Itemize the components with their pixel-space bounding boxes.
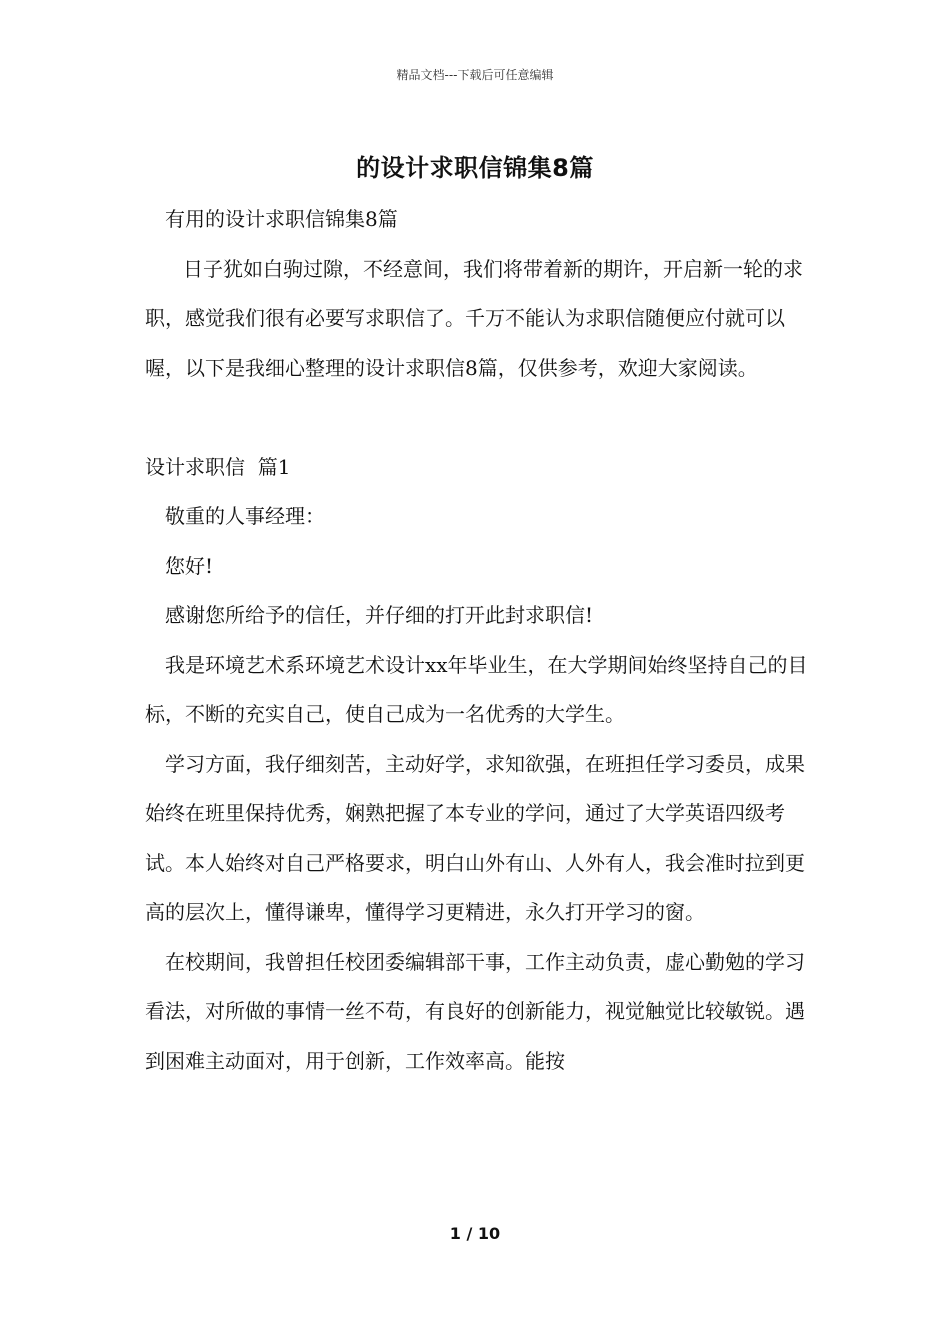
subtitle-paragraph: 有用的设计求职信锦集8篇 — [165, 207, 398, 231]
page-title: 的设计求职信锦集8篇 — [356, 154, 594, 182]
page-number: 1 / 10 — [449, 1224, 501, 1243]
section-heading: 设计求职信 篇1 — [145, 454, 291, 479]
header-note: 精品文档---下载后可任意编辑 — [396, 68, 554, 82]
greeting-paragraph: 您好! — [165, 553, 214, 578]
body-paragraph-1: 我是环境艺术系环境艺术设计xx年毕业生，在大学期间始终坚持自己的目标，不断的充实自己，使自己成为一名优秀的大学生。 — [145, 652, 808, 726]
salutation-paragraph: 敬重的人事经理： — [165, 504, 325, 528]
blank-line — [145, 393, 820, 443]
body-paragraph-3: 在校期间，我曾担任校团委编辑部干事，工作主动负责，虚心勤勉的学习看法，对所做的事情一丝不苟，有良好的创新能力，视觉触觉比较敏锐。遇到困难主动面对，用于创新，工作效率高。能按 — [145, 949, 805, 1073]
body-paragraph-2: 学习方面，我仔细刻苦，主动好学，求知欲强，在班担任学习委员，成果始终在班里保持优秀，娴熟把握了本专业的学问，通过了大学英语四级考试。本人始终对自己严格要求，明白山外有山、人外有人，我会准时拉到更高的层次上，懂得谦卑，懂得学习更精进，永久打开学习的窗。 — [145, 751, 805, 924]
document-body — [145, 195, 820, 1086]
intro-paragraph: 日子犹如白驹过隙，不经意间，我们将带着新的期许，开启新一轮的求职，感觉我们很有必要写求职信了。千万不能认为求职信随便应付就可以喔，以下是我细心整理的设计求职信8篇，仅供参考，欢迎大家阅读。 — [145, 256, 803, 380]
thanks-paragraph: 感谢您所给予的信任，并仔细的打开此封求职信! — [165, 603, 594, 627]
